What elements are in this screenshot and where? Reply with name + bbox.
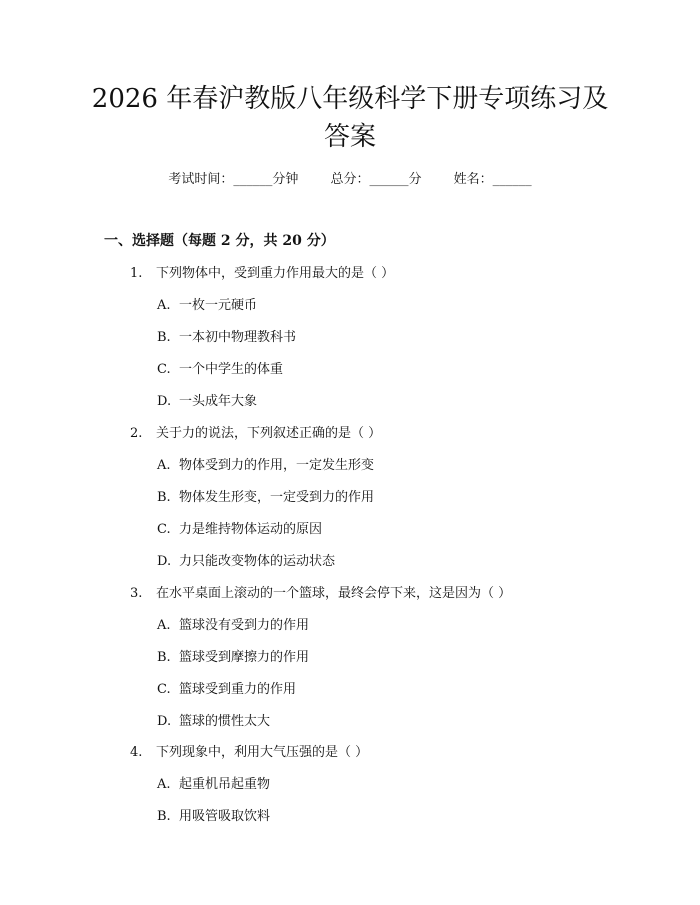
option-letter: A. [157, 458, 171, 473]
exam-time-field: 考试时间：______分钟 [168, 172, 299, 187]
option-text: 力是维持物体运动的原因 [179, 522, 323, 537]
option-text: 一头成年大象 [179, 394, 258, 409]
option-letter: C. [157, 522, 171, 537]
title-line-2: 答案 [323, 122, 376, 152]
option-letter: A. [157, 618, 171, 633]
question-3-option-b [157, 646, 309, 665]
title-line-1: 2026 年春沪教版八年级科学下册专项练习及 [91, 84, 609, 114]
question-3-option-a [157, 614, 309, 633]
question-3-option-d [157, 710, 270, 729]
question-2-option-c [157, 518, 322, 537]
question-number: 3. [130, 586, 143, 601]
question-2-option-a [157, 454, 374, 473]
option-text: 篮球受到重力的作用 [179, 682, 297, 697]
option-letter: D. [157, 394, 172, 409]
option-letter: B. [157, 809, 171, 824]
option-text: 物体受到力的作用，一定发生形变 [179, 458, 375, 473]
option-text: 力只能改变物体的运动状态 [179, 554, 336, 569]
section-heading-choice: 一、选择题（每题 2 分，共 20 分） [104, 233, 335, 249]
document-title [60, 80, 640, 156]
option-letter: A. [157, 298, 171, 313]
option-text: 物体发生形变，一定受到力的作用 [179, 490, 375, 505]
question-2-option-d [157, 550, 335, 569]
option-letter: D. [157, 554, 172, 569]
question-text: 下列物体中，受到重力作用最大的是（ ） [156, 266, 395, 281]
question-1-option-c [157, 358, 283, 377]
option-letter: C. [157, 682, 171, 697]
question-2 [130, 422, 381, 441]
option-letter: B. [157, 330, 171, 345]
question-text: 在水平桌面上滚动的一个篮球，最终会停下来，这是因为（ ） [156, 586, 512, 601]
question-3 [130, 582, 511, 601]
question-3-option-c [157, 678, 296, 697]
option-letter: D. [157, 714, 172, 729]
total-score-field: 总分：______分 [330, 172, 422, 187]
option-letter: C. [157, 362, 171, 377]
question-2-option-b [157, 486, 374, 505]
question-text: 关于力的说法，下列叙述正确的是（ ） [156, 426, 382, 441]
question-1 [130, 262, 394, 281]
option-text: 篮球没有受到力的作用 [179, 618, 310, 633]
question-4-option-b [157, 805, 270, 824]
question-number: 4. [130, 745, 143, 760]
option-text: 篮球的惯性太大 [179, 714, 271, 729]
option-letter: A. [157, 777, 171, 792]
question-text: 下列现象中，利用大气压强的是（ ） [156, 745, 369, 760]
option-letter: B. [157, 490, 171, 505]
question-number: 2. [130, 426, 143, 441]
question-1-option-d [157, 390, 257, 409]
question-1-option-a [157, 294, 257, 313]
option-text: 篮球受到摩擦力的作用 [179, 650, 310, 665]
option-text: 一个中学生的体重 [179, 362, 284, 377]
student-name-field: 姓名：______ [453, 172, 532, 187]
question-4 [130, 741, 368, 760]
option-text: 用吸管吸取饮料 [179, 809, 271, 824]
question-number: 1. [130, 266, 143, 281]
question-1-option-b [157, 326, 296, 345]
option-letter: B. [157, 650, 171, 665]
question-4-option-a [157, 773, 270, 792]
option-text: 起重机吊起重物 [179, 777, 271, 792]
exam-meta-row [0, 168, 700, 187]
option-text: 一本初中物理教科书 [179, 330, 297, 345]
option-text: 一枚一元硬币 [179, 298, 258, 313]
